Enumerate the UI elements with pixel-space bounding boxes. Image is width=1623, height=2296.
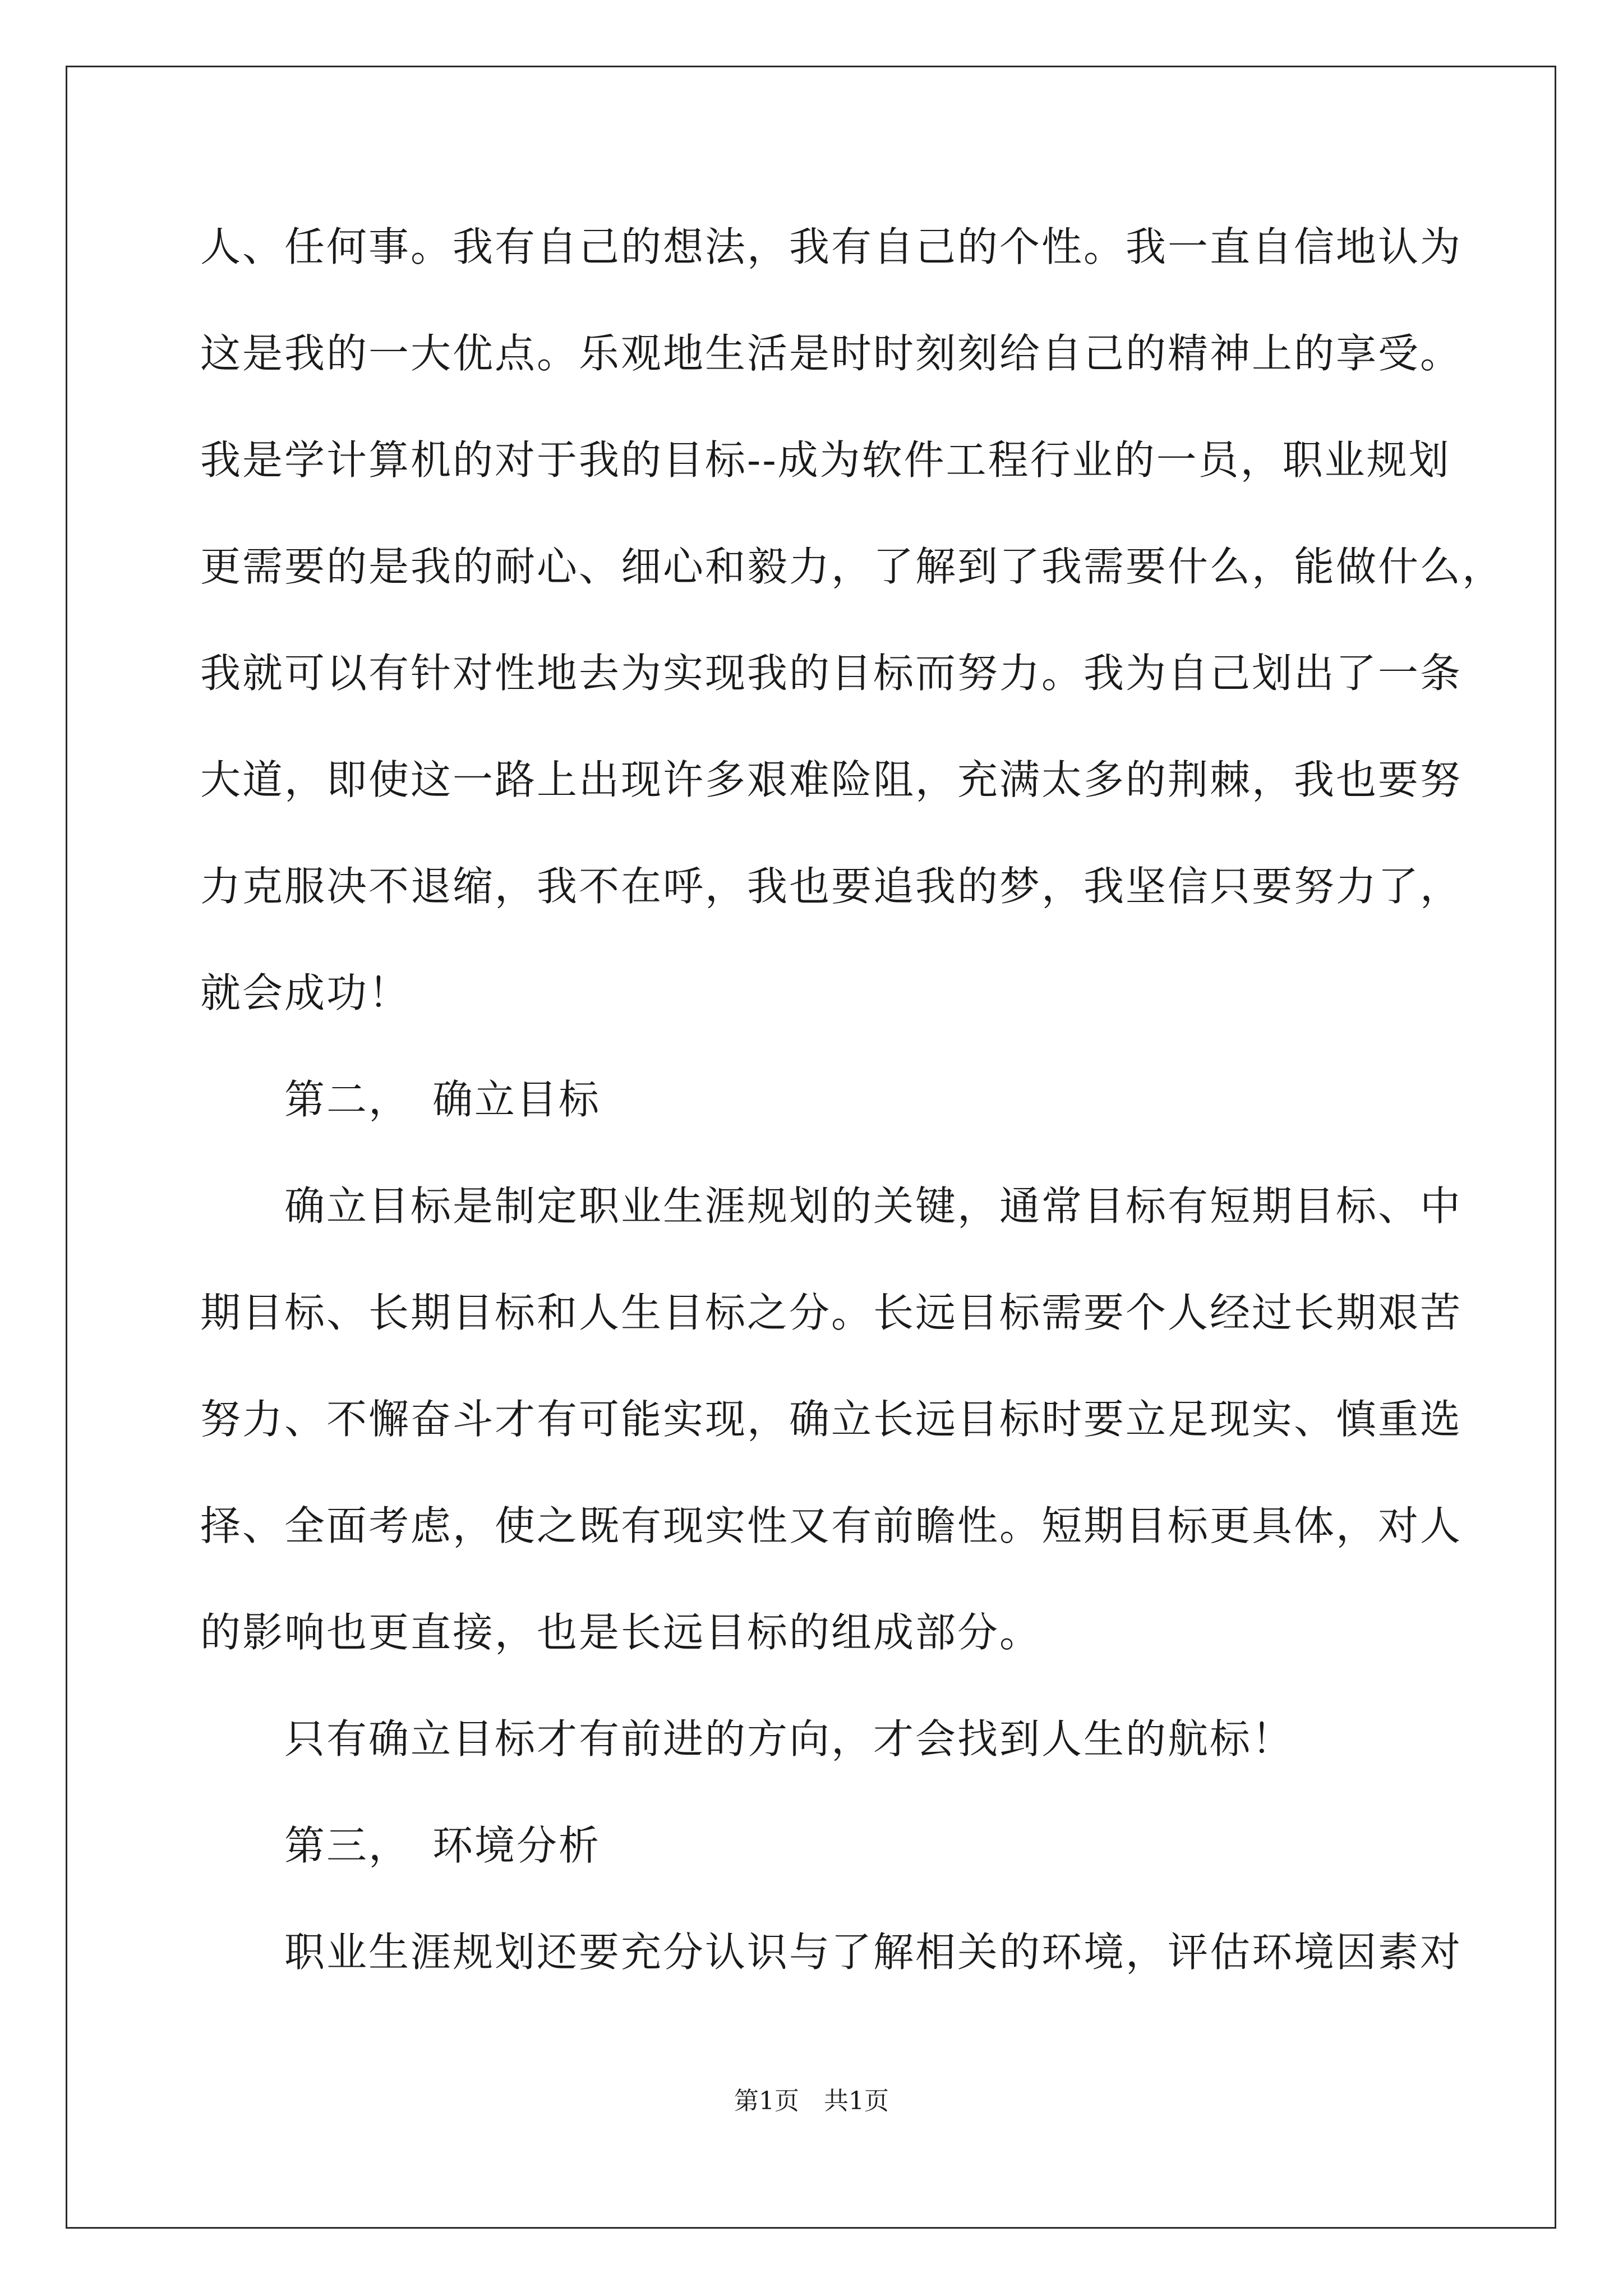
section-heading-2: 第二， 确立目标 xyxy=(284,1076,601,1123)
page-total: 共1页 xyxy=(824,2087,889,2115)
body-line: 择、全面考虑，使之既有现实性又有前瞻性。短期目标更具体，对人 xyxy=(200,1502,1463,1549)
body-line: 职业生涯规划还要充分认识与了解相关的环境，评估环境因素对 xyxy=(284,1929,1463,1976)
body-line: 确立目标是制定职业生涯规划的关键，通常目标有短期目标、中 xyxy=(284,1182,1463,1230)
body-line: 人、任何事。我有自己的想法，我有自己的个性。我一直自信地认为 xyxy=(200,223,1463,270)
body-line: 力克服决不退缩，我不在呼，我也要追我的梦，我坚信只要努力了， xyxy=(200,863,1463,910)
body-line: 只有确立目标才有前进的方向，才会找到人生的航标！ xyxy=(284,1715,1294,1763)
body-line: 努力、不懈奋斗才有可能实现，确立长远目标时要立足现实、慎重选 xyxy=(200,1396,1463,1443)
page-footer xyxy=(0,2085,1623,2118)
body-line: 就会成功！ xyxy=(200,969,411,1016)
body-line: 的影响也更直接，也是长远目标的组成部分。 xyxy=(200,1609,1042,1656)
body-line: 期目标、长期目标和人生目标之分。长远目标需要个人经过长期艰苦 xyxy=(200,1289,1463,1336)
page-border xyxy=(66,66,1556,2229)
section-heading-3: 第三， 环境分析 xyxy=(284,1822,601,1869)
body-line: 我是学计算机的对于我的目标--成为软件工程行业的一员，职业规划 xyxy=(200,436,1451,484)
body-line: 我就可以有针对性地去为实现我的目标而努力。我为自己划出了一条 xyxy=(200,650,1463,697)
body-line: 这是我的一大优点。乐观地生活是时时刻刻给自己的精神上的享受。 xyxy=(200,330,1463,377)
body-line: 更需要的是我的耐心、细心和毅力，了解到了我需要什么，能做什么， xyxy=(200,543,1505,590)
body-line: 大道，即使这一路上出现许多艰难险阻，充满太多的荆棘，我也要努 xyxy=(200,756,1463,803)
page-number: 第1页 xyxy=(734,2087,799,2115)
